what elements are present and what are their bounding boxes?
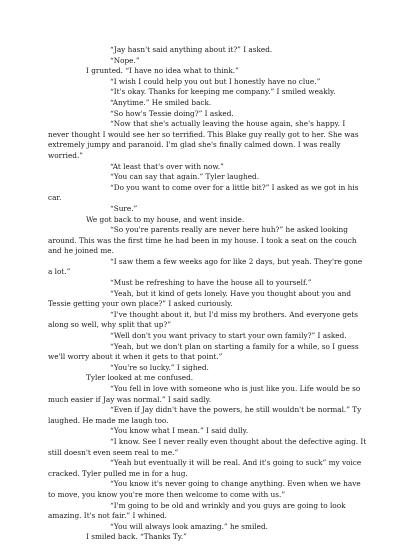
paragraph: “Yeah, but we don't plan on starting a family for a while, so I guess we'll worry about it when it gets to that point.” [48,341,359,362]
paragraph: I smiled back. “Thanks Ty.” [86,532,187,542]
paragraph: “Do you want to come over for a little bit?” I asked as we got in his car. [48,182,359,203]
paragraph: “You can say that again.” Tyler laughed. [110,172,260,182]
paragraph: “Yeah but eventually it will be real. And it's going to suck” my voice cracked. Tyler pulled me in for a hug. [48,458,362,478]
paragraph: “Even if Jay didn't have the powers, he still wouldn't be normal.” Ty laughed. He made me laugh too. [48,405,362,425]
paragraph: “You know it's never going to change anything. Even when we have to move, you know you're more then welcome to come with us.” [48,479,361,499]
paragraph: “I've thought about it, but I'd miss my brothers. And everyone gets along so well, why split that up?” [48,309,359,330]
paragraph: “You know what I mean.” I said dully. [110,426,249,436]
paragraph: “At least that's over with now.” [110,161,224,171]
paragraph: Tyler looked at me confused. [86,373,194,383]
paragraph: “Sure.” [110,203,138,213]
paragraph: “You're so lucky.” I sighed. [110,362,209,372]
paragraph: “You will always look amazing.” he smiled. [110,521,268,531]
paragraph: “So how's Tessie doing?” I asked. [110,108,234,118]
paragraph: “I'm going to be old and wrinkly and you guys are going to look amazing. It's not fair.” I whined. [48,500,346,521]
paragraph: We got back to my house, and went inside. [86,214,245,224]
paragraph: “Nope.” [110,55,140,65]
paragraph: “So you're parents really are never here huh?” he asked looking around. This was the first time he had been in my house. I took a seat on the couch and he joined me. [48,225,357,256]
paragraph: “Must be refreshing to have the house all to yourself.” [110,278,312,288]
paragraph: “Anytime.” He smiled back. [110,97,212,107]
document-body [48,45,368,543]
paragraph: “Now that she's actually leaving the house again, she's happy. I never thought I would see her so terrified. This Blake guy really got to her. She was extremely jumpy and paranoid. I'm glad she's finally calmed down. I was really worried.” [48,119,359,160]
paragraph: “You fell in love with someone who is just like you. Life would be so much easier if Jay was normal.” I said sadly. [48,384,361,404]
paragraph: “Yeah, but it kind of gets lonely. Have you thought about you and Tessie getting your own place?” I asked curiously. [48,288,352,309]
paragraph: “Well don't you want privacy to start your own family?” I asked. [110,331,347,341]
paragraph: “I saw them a few weeks ago for like 2 days, but yeah. They're gone a lot.” [48,256,363,277]
paragraph: “I know. See I never really even thought about the defective aging. It still doesn't even seem real to me.” [48,436,367,457]
paragraph: “I wish I could help you out but I honestly have no clue.” [110,76,321,86]
paragraph: “Jay hasn't said anything about it?” I asked. [110,45,273,54]
paragraph: I grunted. “I have no idea what to think.” [86,66,239,76]
paragraph: “It's okay. Thanks for keeping me company.” I smiled weakly. [110,87,336,97]
